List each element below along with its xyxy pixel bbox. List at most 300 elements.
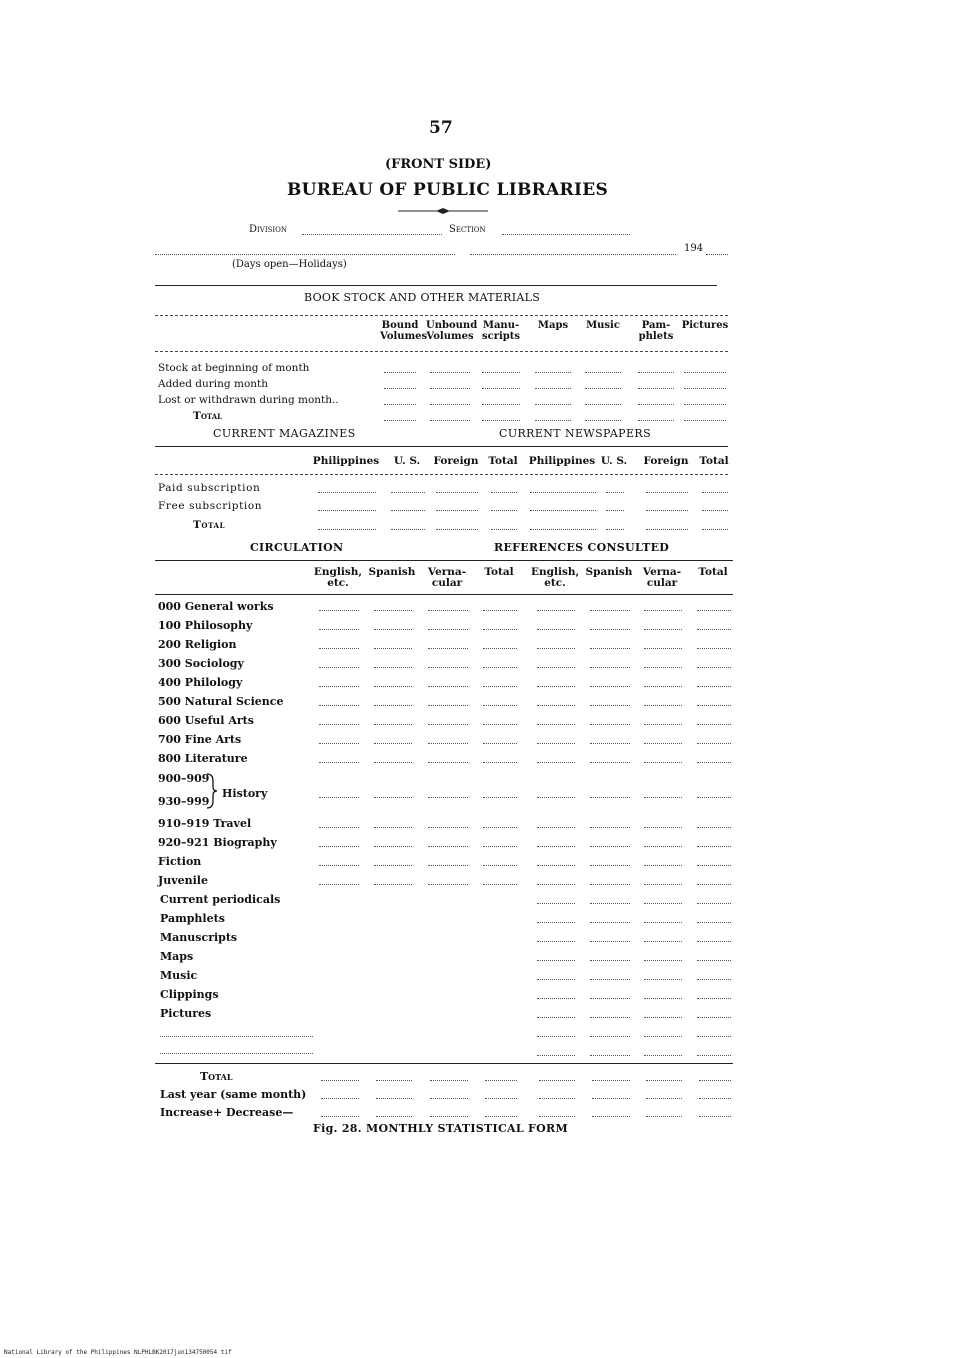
book-stock-cell[interactable] (585, 388, 621, 389)
blank-row-1[interactable] (160, 1036, 313, 1037)
circulation-row-label: 920–921 Biography (158, 836, 277, 849)
circulation-cell[interactable] (644, 724, 682, 725)
circulation-cell[interactable] (374, 846, 412, 847)
front-side-label: (FRONT SIDE) (385, 157, 492, 172)
history-cell[interactable] (590, 797, 630, 798)
periodicals-cell[interactable] (391, 492, 425, 493)
total-cell[interactable] (592, 1116, 630, 1117)
reference-cell[interactable] (697, 941, 731, 942)
history-code-2: 930–999 (158, 795, 210, 808)
circulation-cell[interactable] (319, 846, 359, 847)
history-cell[interactable] (537, 797, 575, 798)
reference-row-label: Clippings (160, 988, 219, 1001)
periodicals-cell[interactable] (530, 529, 596, 530)
total-cell[interactable] (485, 1098, 517, 1099)
circulation-cell[interactable] (483, 705, 517, 706)
periodicals-col-header: Philippines (312, 455, 380, 467)
circulation-cell[interactable] (374, 667, 412, 668)
circulation-cell[interactable] (697, 865, 731, 866)
circulation-cell[interactable] (483, 827, 517, 828)
circulation-cell[interactable] (374, 610, 412, 611)
reference-cell[interactable] (537, 941, 575, 942)
reference-cell[interactable] (644, 922, 682, 923)
book-stock-cell[interactable] (482, 372, 520, 373)
periodicals-cell[interactable] (646, 510, 688, 511)
total-cell[interactable] (699, 1116, 731, 1117)
periodicals-cell[interactable] (606, 510, 624, 511)
circulation-cell[interactable] (697, 846, 731, 847)
periodicals-cell[interactable] (391, 529, 425, 530)
total-cell[interactable] (592, 1098, 630, 1099)
total-cell[interactable] (430, 1098, 468, 1099)
book-stock-header-top (155, 315, 728, 316)
periodicals-col-header: Foreign (643, 455, 689, 467)
total-cell[interactable] (646, 1080, 682, 1081)
circulation-cell[interactable] (428, 724, 468, 725)
reference-cell[interactable] (644, 941, 682, 942)
circulation-row-label: 000 General works (158, 600, 274, 613)
reference-cell[interactable] (697, 1055, 731, 1056)
circulation-cell[interactable] (374, 648, 412, 649)
reference-cell[interactable] (590, 979, 630, 980)
division-field[interactable] (302, 234, 442, 235)
circulation-cell[interactable] (537, 610, 575, 611)
circulation-cell[interactable] (374, 865, 412, 866)
circulation-cell[interactable] (590, 686, 630, 687)
circulation-cell[interactable] (697, 743, 731, 744)
book-stock-cell[interactable] (684, 404, 726, 405)
circulation-col-header: English, etc. (531, 566, 580, 589)
year-label: 194 (684, 243, 704, 254)
book-stock-col-header: Pictures (681, 320, 729, 331)
circulation-col-header: Verna- cular (642, 566, 682, 589)
section-field[interactable] (502, 234, 630, 235)
reference-cell[interactable] (697, 1017, 731, 1018)
total-cell[interactable] (321, 1098, 359, 1099)
periodicals-cell[interactable] (436, 510, 478, 511)
circulation-cell[interactable] (483, 686, 517, 687)
book-stock-col-header: Bound Volumes (380, 320, 428, 342)
circulation-cell[interactable] (374, 743, 412, 744)
book-stock-cell[interactable] (482, 420, 520, 421)
book-stock-cell[interactable] (482, 388, 520, 389)
division-label: Division (249, 224, 288, 235)
circulation-cell[interactable] (697, 629, 731, 630)
reference-row-label: Pictures (160, 1007, 212, 1020)
circulation-cell[interactable] (537, 846, 575, 847)
circulation-cell[interactable] (428, 648, 468, 649)
reference-cell[interactable] (697, 1036, 731, 1037)
circulation-cell[interactable] (483, 884, 517, 885)
circulation-cell[interactable] (590, 865, 630, 866)
circulation-cell[interactable] (428, 629, 468, 630)
periodicals-cell[interactable] (436, 492, 478, 493)
book-stock-cell[interactable] (384, 388, 416, 389)
circulation-cell[interactable] (428, 865, 468, 866)
circulation-cell[interactable] (319, 762, 359, 763)
total-cell[interactable] (376, 1116, 412, 1117)
total-cell[interactable] (321, 1080, 359, 1081)
circulation-col-header: Spanish (585, 566, 633, 578)
book-stock-cell[interactable] (384, 420, 416, 421)
book-stock-cell[interactable] (638, 388, 674, 389)
circulation-cell[interactable] (428, 762, 468, 763)
circulation-cell[interactable] (644, 610, 682, 611)
periodicals-header-top (155, 446, 728, 447)
scan-footer: National Library of the Philippines NLPHLBK2017jun134750054 tif (4, 1349, 232, 1356)
book-stock-header-bottom (155, 351, 728, 352)
circulation-total-rule (155, 1063, 733, 1064)
circulation-cell[interactable] (697, 705, 731, 706)
circulation-col-header: Total (484, 566, 514, 578)
circulation-cell[interactable] (537, 667, 575, 668)
total-row-label: Last year (same month) (160, 1088, 307, 1101)
reference-cell[interactable] (644, 979, 682, 980)
circulation-cell[interactable] (319, 629, 359, 630)
book-stock-cell[interactable] (585, 372, 621, 373)
circulation-cell[interactable] (697, 667, 731, 668)
book-stock-cell[interactable] (384, 372, 416, 373)
reference-cell[interactable] (537, 1055, 575, 1056)
periodicals-col-header: Total (699, 455, 729, 467)
reference-cell[interactable] (537, 922, 575, 923)
circulation-cell[interactable] (697, 762, 731, 763)
circulation-row-label: 600 Useful Arts (158, 714, 254, 727)
reference-cell[interactable] (537, 1036, 575, 1037)
book-stock-cell[interactable] (684, 388, 726, 389)
circulation-header-top (155, 560, 733, 561)
circulation-cell[interactable] (428, 846, 468, 847)
periodicals-cell[interactable] (391, 510, 425, 511)
book-stock-cell[interactable] (684, 420, 726, 421)
reference-row-label: Current periodicals (160, 893, 281, 906)
circulation-row-label: 500 Natural Science (158, 695, 284, 708)
circulation-cell[interactable] (483, 762, 517, 763)
periodicals-cell[interactable] (491, 510, 517, 511)
book-stock-cell[interactable] (638, 404, 674, 405)
book-stock-cell[interactable] (535, 388, 571, 389)
periodicals-row-label: Free subscription (158, 500, 263, 512)
month-field[interactable] (155, 254, 455, 255)
book-stock-row-label: Added during month (158, 378, 269, 390)
reference-cell[interactable] (697, 960, 731, 961)
date-field[interactable] (470, 254, 676, 255)
book-stock-cell[interactable] (430, 388, 470, 389)
history-cell[interactable] (644, 797, 682, 798)
reference-cell[interactable] (644, 1017, 682, 1018)
circulation-cell[interactable] (483, 743, 517, 744)
circulation-row-label: 100 Philosophy (158, 619, 253, 632)
circulation-cell[interactable] (428, 667, 468, 668)
periodicals-col-header: U. S. (600, 455, 628, 467)
total-cell[interactable] (699, 1098, 731, 1099)
circulation-cell[interactable] (697, 686, 731, 687)
circulation-cell[interactable] (590, 743, 630, 744)
circulation-row-label: 400 Philology (158, 676, 243, 689)
total-cell[interactable] (539, 1116, 575, 1117)
circulation-cell[interactable] (590, 846, 630, 847)
circulation-cell[interactable] (537, 762, 575, 763)
circulation-cell[interactable] (537, 743, 575, 744)
circulation-cell[interactable] (374, 827, 412, 828)
circulation-cell[interactable] (319, 827, 359, 828)
total-cell[interactable] (699, 1080, 731, 1081)
circulation-heading: CIRCULATION (250, 541, 344, 554)
book-stock-col-header: Maps (537, 320, 569, 331)
circulation-cell[interactable] (483, 648, 517, 649)
circulation-cell[interactable] (644, 762, 682, 763)
periodicals-cell[interactable] (530, 492, 596, 493)
circulation-cell[interactable] (644, 629, 682, 630)
book-stock-cell[interactable] (430, 420, 470, 421)
reference-cell[interactable] (537, 979, 575, 980)
blank-row-2[interactable] (160, 1053, 313, 1054)
reference-cell[interactable] (697, 998, 731, 999)
history-brace (204, 773, 218, 809)
circulation-cell[interactable] (374, 724, 412, 725)
page-number: 57 (429, 118, 453, 138)
circulation-cell[interactable] (319, 667, 359, 668)
periodicals-cell[interactable] (606, 529, 624, 530)
form-title: BUREAU OF PUBLIC LIBRARIES (287, 180, 609, 200)
reference-row-label: Manuscripts (160, 931, 238, 944)
circulation-cell[interactable] (483, 724, 517, 725)
book-stock-cell[interactable] (535, 372, 571, 373)
circulation-cell[interactable] (319, 743, 359, 744)
circulation-cell[interactable] (374, 629, 412, 630)
circulation-row-label: 800 Literature (158, 752, 248, 765)
reference-cell[interactable] (644, 960, 682, 961)
circulation-cell[interactable] (644, 686, 682, 687)
history-cell[interactable] (697, 797, 731, 798)
history-cell[interactable] (374, 797, 412, 798)
book-stock-cell[interactable] (684, 372, 726, 373)
book-stock-cell[interactable] (585, 404, 621, 405)
reference-cell[interactable] (537, 960, 575, 961)
circulation-cell[interactable] (537, 629, 575, 630)
circulation-cell[interactable] (319, 686, 359, 687)
circulation-cell[interactable] (374, 762, 412, 763)
circulation-cell[interactable] (644, 884, 682, 885)
periodicals-cell[interactable] (436, 529, 478, 530)
circulation-cell[interactable] (537, 648, 575, 649)
circulation-cell[interactable] (697, 648, 731, 649)
reference-cell[interactable] (537, 903, 575, 904)
reference-row-label: Music (160, 969, 198, 982)
circulation-cell[interactable] (428, 743, 468, 744)
circulation-col-header: Total (698, 566, 728, 578)
circulation-cell[interactable] (319, 610, 359, 611)
reference-cell[interactable] (537, 1017, 575, 1018)
reference-cell[interactable] (697, 979, 731, 980)
total-cell[interactable] (646, 1098, 682, 1099)
circulation-cell[interactable] (697, 827, 731, 828)
circulation-cell[interactable] (590, 884, 630, 885)
book-stock-heading: BOOK STOCK AND OTHER MATERIALS (304, 291, 541, 304)
book-stock-cell[interactable] (535, 420, 571, 421)
reference-row-label: Pamphlets (160, 912, 225, 925)
total-row-label: Increase+ Decrease— (160, 1106, 294, 1119)
circulation-cell[interactable] (537, 686, 575, 687)
periodicals-col-header: Total (488, 455, 518, 467)
circulation-cell[interactable] (644, 743, 682, 744)
total-cell[interactable] (539, 1080, 575, 1081)
circulation-header-bottom (155, 594, 733, 595)
history-cell[interactable] (319, 797, 359, 798)
reference-cell[interactable] (644, 1036, 682, 1037)
circulation-cell[interactable] (537, 884, 575, 885)
references-heading: REFERENCES CONSULTED (494, 541, 670, 554)
total-cell[interactable] (539, 1098, 575, 1099)
periodicals-cell[interactable] (491, 492, 517, 493)
periodicals-cell[interactable] (318, 510, 376, 511)
book-stock-cell[interactable] (482, 404, 520, 405)
circulation-cell[interactable] (374, 686, 412, 687)
reference-cell[interactable] (590, 941, 630, 942)
circulation-cell[interactable] (428, 705, 468, 706)
circulation-row-label: 910–919 Travel (158, 817, 252, 830)
circulation-cell[interactable] (428, 610, 468, 611)
circulation-cell[interactable] (483, 667, 517, 668)
reference-cell[interactable] (590, 998, 630, 999)
total-cell[interactable] (321, 1116, 359, 1117)
periodicals-cell[interactable] (318, 492, 376, 493)
total-cell[interactable] (430, 1080, 468, 1081)
circulation-cell[interactable] (590, 724, 630, 725)
circulation-cell[interactable] (428, 884, 468, 885)
divider-1 (155, 285, 717, 286)
circulation-cell[interactable] (537, 724, 575, 725)
periodicals-col-header: Philippines (528, 455, 596, 467)
history-code-1: 900–909 (158, 772, 210, 785)
circulation-cell[interactable] (590, 610, 630, 611)
total-cell[interactable] (376, 1080, 412, 1081)
circulation-cell[interactable] (428, 827, 468, 828)
circulation-cell[interactable] (590, 762, 630, 763)
circulation-cell[interactable] (590, 667, 630, 668)
periodicals-cell[interactable] (646, 492, 688, 493)
reference-cell[interactable] (644, 998, 682, 999)
circulation-row-label: 200 Religion (158, 638, 237, 651)
book-stock-cell[interactable] (430, 404, 470, 405)
total-cell[interactable] (376, 1098, 412, 1099)
periodicals-cell[interactable] (702, 529, 728, 530)
reference-cell[interactable] (697, 922, 731, 923)
periodicals-cell[interactable] (702, 510, 728, 511)
periodicals-cell[interactable] (491, 529, 517, 530)
periodicals-cell[interactable] (646, 529, 688, 530)
circulation-cell[interactable] (590, 827, 630, 828)
days-open-label: (Days open—Holidays) (232, 259, 347, 270)
reference-cell[interactable] (644, 1055, 682, 1056)
periodicals-cell[interactable] (702, 492, 728, 493)
circulation-cell[interactable] (590, 705, 630, 706)
periodicals-col-header: U. S. (393, 455, 421, 467)
book-stock-row-label: Total (193, 410, 223, 422)
circulation-col-header: Verna- cular (427, 566, 467, 589)
book-stock-row-label: Lost or withdrawn during month.. (158, 394, 339, 406)
circulation-cell[interactable] (644, 846, 682, 847)
year-field[interactable] (706, 254, 728, 255)
circulation-cell[interactable] (319, 865, 359, 866)
book-stock-cell[interactable] (384, 404, 416, 405)
circulation-row-label: Juvenile (158, 874, 208, 887)
circulation-cell[interactable] (590, 648, 630, 649)
circulation-cell[interactable] (697, 884, 731, 885)
periodicals-col-header: Foreign (433, 455, 479, 467)
circulation-cell[interactable] (537, 865, 575, 866)
book-stock-cell[interactable] (638, 420, 674, 421)
circulation-cell[interactable] (483, 865, 517, 866)
total-cell[interactable] (592, 1080, 630, 1081)
total-cell[interactable] (646, 1116, 682, 1117)
history-cell[interactable] (428, 797, 468, 798)
circulation-cell[interactable] (319, 884, 359, 885)
history-cell[interactable] (483, 797, 517, 798)
title-ornament (398, 206, 488, 216)
circulation-cell[interactable] (319, 648, 359, 649)
circulation-cell[interactable] (428, 686, 468, 687)
circulation-cell[interactable] (483, 629, 517, 630)
periodicals-cell[interactable] (318, 529, 376, 530)
circulation-cell[interactable] (319, 724, 359, 725)
magazines-heading: CURRENT MAGAZINES (213, 427, 356, 440)
book-stock-col-header: Manu- scripts (481, 320, 521, 342)
circulation-cell[interactable] (374, 705, 412, 706)
book-stock-cell[interactable] (430, 372, 470, 373)
periodicals-row-label: Paid subscription (158, 482, 261, 494)
reference-cell[interactable] (697, 903, 731, 904)
total-cell[interactable] (430, 1116, 468, 1117)
circulation-col-header: Spanish (368, 566, 416, 578)
circulation-cell[interactable] (697, 724, 731, 725)
book-stock-cell[interactable] (585, 420, 621, 421)
circulation-cell[interactable] (644, 865, 682, 866)
reference-cell[interactable] (590, 903, 630, 904)
circulation-row-label: 300 Sociology (158, 657, 244, 670)
history-label: History (222, 787, 268, 800)
total-row-label: Total (200, 1070, 233, 1083)
reference-cell[interactable] (590, 960, 630, 961)
book-stock-cell[interactable] (535, 404, 571, 405)
circulation-cell[interactable] (483, 846, 517, 847)
reference-cell[interactable] (590, 1017, 630, 1018)
circulation-cell[interactable] (374, 884, 412, 885)
circulation-cell[interactable] (483, 610, 517, 611)
circulation-cell[interactable] (537, 705, 575, 706)
periodicals-cell[interactable] (606, 492, 624, 493)
book-stock-cell[interactable] (638, 372, 674, 373)
periodicals-cell[interactable] (530, 510, 596, 511)
reference-cell[interactable] (590, 922, 630, 923)
circulation-cell[interactable] (644, 827, 682, 828)
circulation-cell[interactable] (644, 648, 682, 649)
circulation-cell[interactable] (537, 827, 575, 828)
newspapers-heading: CURRENT NEWSPAPERS (499, 427, 652, 440)
reference-cell[interactable] (590, 1036, 630, 1037)
circulation-cell[interactable] (644, 705, 682, 706)
reference-cell[interactable] (537, 998, 575, 999)
total-cell[interactable] (485, 1116, 517, 1117)
circulation-cell[interactable] (644, 667, 682, 668)
circulation-cell[interactable] (697, 610, 731, 611)
reference-cell[interactable] (644, 903, 682, 904)
reference-cell[interactable] (590, 1055, 630, 1056)
circulation-cell[interactable] (319, 705, 359, 706)
total-cell[interactable] (485, 1080, 517, 1081)
circulation-cell[interactable] (590, 629, 630, 630)
book-stock-row-label: Stock at beginning of month (158, 362, 310, 374)
